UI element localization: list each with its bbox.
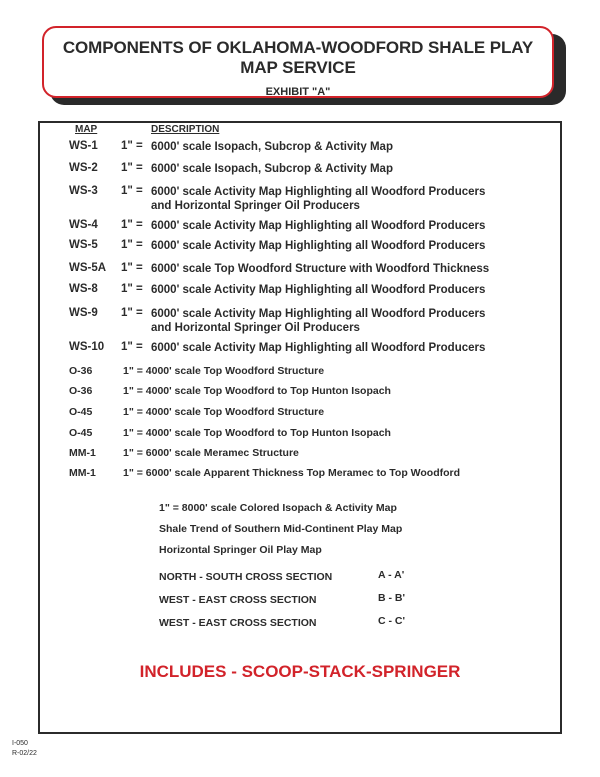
map-description: 1" = 4000' scale Top Woodford to Top Hunton Isopach [123, 427, 391, 439]
map-scale-eq: 1" = [121, 283, 143, 295]
map-description-line: and Horizontal Springer Oil Producers [151, 322, 360, 334]
map-code: WS-9 [69, 307, 98, 319]
includes-banner: INCLUDES - SCOOP-STACK-SPRINGER [139, 662, 461, 681]
exhibit-label: EXHIBIT "A" [265, 86, 331, 98]
map-description: 6000' scale Activity Map Highlighting all Woodford Producers [151, 240, 486, 252]
page-title [44, 38, 552, 78]
cross-section-label: NORTH - SOUTH CROSS SECTION [159, 571, 333, 583]
map-code: WS-10 [69, 341, 105, 353]
map-code: WS-8 [69, 283, 98, 295]
column-header-map: MAP [75, 124, 98, 135]
map-code: O-45 [69, 427, 93, 439]
extra-map-item: Horizontal Springer Oil Play Map [159, 544, 322, 556]
map-description: 1" = 4000' scale Top Woodford to Top Hunton Isopach [123, 385, 391, 397]
map-description-line: 6000' scale Activity Map Highlighting all Woodford Producers [151, 186, 486, 198]
map-scale-eq: 1" = [121, 239, 143, 251]
footer-revision: R-02/22 [12, 750, 37, 757]
map-code: WS-1 [69, 140, 98, 152]
map-code: WS-2 [69, 162, 98, 174]
map-code: O-36 [69, 385, 93, 397]
map-scale-eq: 1" = [121, 185, 143, 197]
footer-form-code: I-050 [12, 740, 28, 747]
map-description: 6000' scale Isopach, Subcrop & Activity Map [151, 141, 393, 153]
cross-section-code: B - B' [378, 592, 405, 604]
map-description: 1" = 4000' scale Top Woodford Structure [123, 365, 325, 377]
cross-section-code: C - C' [378, 615, 405, 627]
map-description [151, 307, 485, 335]
map-description: 1" = 4000' scale Top Woodford Structure [123, 406, 325, 418]
map-description-line: and Horizontal Springer Oil Producers [151, 200, 360, 212]
map-code: O-45 [69, 406, 93, 418]
map-description: 6000' scale Activity Map Highlighting all Woodford Producers [151, 284, 486, 296]
map-code: WS-4 [69, 219, 98, 231]
map-scale-eq: 1" = [121, 307, 143, 319]
map-description: 6000' scale Top Woodford Structure with Woodford Thickness [151, 263, 490, 275]
cross-section-code: A - A' [378, 569, 405, 581]
map-scale-eq: 1" = [121, 219, 143, 231]
cross-section-label: WEST - EAST CROSS SECTION [159, 617, 317, 629]
map-code: MM-1 [69, 467, 96, 479]
title-line-2: MAP SERVICE [240, 58, 356, 77]
map-scale-eq: 1" = [121, 140, 143, 152]
map-scale-eq: 1" = [121, 262, 143, 274]
cross-section-label: WEST - EAST CROSS SECTION [159, 594, 317, 606]
extra-map-item: 1" = 8000' scale Colored Isopach & Activity Map [159, 502, 397, 514]
map-description: 1" = 6000' scale Meramec Structure [123, 447, 299, 459]
map-description: 6000' scale Isopach, Subcrop & Activity Map [151, 163, 393, 175]
map-description: 6000' scale Activity Map Highlighting all Woodford Producers [151, 220, 486, 232]
map-description: 6000' scale Activity Map Highlighting all Woodford Producers [151, 342, 486, 354]
map-description: 1" = 6000' scale Apparent Thickness Top Meramec to Top Woodford [123, 467, 461, 479]
map-code: WS-3 [69, 185, 98, 197]
header-box [42, 26, 554, 98]
extra-map-item: Shale Trend of Southern Mid-Continent Play Map [159, 523, 403, 535]
column-header-description: DESCRIPTION [151, 124, 220, 135]
map-description [151, 185, 485, 213]
map-scale-eq: 1" = [121, 162, 143, 174]
map-code: MM-1 [69, 447, 96, 459]
map-description-line: 6000' scale Activity Map Highlighting all Woodford Producers [151, 308, 486, 320]
map-code: O-36 [69, 365, 93, 377]
map-code: WS-5A [69, 262, 107, 274]
map-code: WS-5 [69, 239, 98, 251]
map-scale-eq: 1" = [121, 341, 143, 353]
title-line-1: COMPONENTS OF OKLAHOMA-WOODFORD SHALE PLAY [62, 38, 534, 57]
